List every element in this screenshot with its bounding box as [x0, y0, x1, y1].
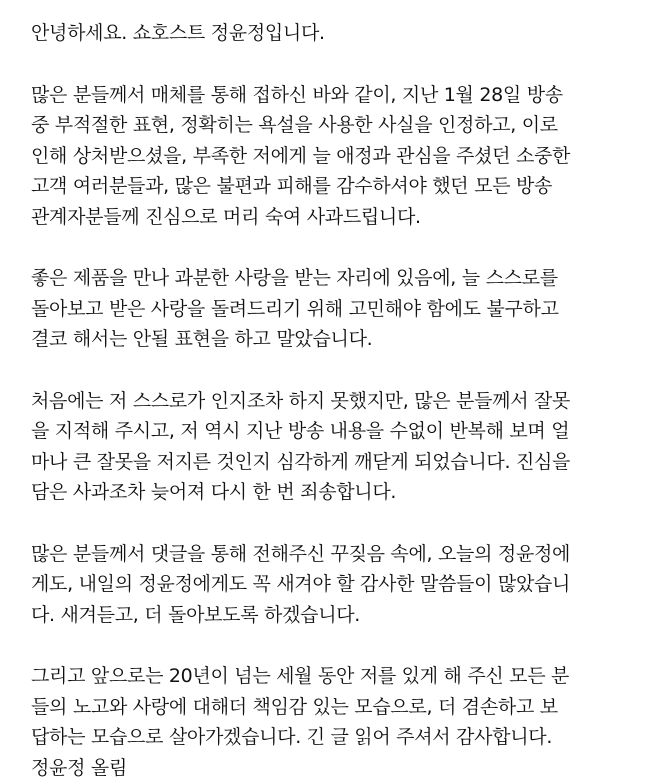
- paragraph-line: 돌아보고 받은 사랑을 돌려드리기 위해 고민해야 함에도 불구하고: [31, 294, 651, 325]
- paragraph-line: 마나 큰 잘못을 저지른 것인지 심각하게 깨닫게 되었습니다. 진심을: [31, 447, 651, 478]
- paragraph-line: 좋은 제품을 만나 과분한 사랑을 받는 자리에 있음에, 늘 스스로를: [31, 263, 651, 294]
- paragraph-3: [31, 386, 651, 508]
- paragraph-spacer: [31, 630, 651, 661]
- paragraph-line: 중 부적절한 표현, 정확히는 욕설을 사용한 사실을 인정하고, 이로: [31, 110, 651, 141]
- greeting-line: 안녕하세요. 쇼호스트 정윤정입니다.: [31, 18, 651, 49]
- paragraph-1: [31, 80, 651, 233]
- signature-line: 정윤정 올림: [31, 753, 651, 783]
- paragraph-line: 많은 분들께서 매체를 통해 접하신 바와 같이, 지난 1월 28일 방송: [31, 80, 651, 111]
- paragraph-line: 고객 여러분들과, 많은 불편과 피해를 감수하셔야 했던 모든 방송: [31, 171, 651, 202]
- apology-letter: [31, 18, 651, 783]
- paragraph-line: 처음에는 저 스스로가 인지조차 하지 못했지만, 많은 분들께서 잘못: [31, 386, 651, 417]
- paragraph-spacer: [31, 49, 651, 80]
- paragraph-line: 담은 사과조차 늦어져 다시 한 번 죄송합니다.: [31, 477, 651, 508]
- paragraph-4: [31, 539, 651, 631]
- paragraph-line: 들의 노고와 사랑에 대해더 책임감 있는 모습으로, 더 겸손하고 보: [31, 692, 651, 723]
- paragraph-2: [31, 263, 651, 355]
- greeting-paragraph: [31, 18, 651, 49]
- paragraph-line: 게도, 내일의 정윤정에게도 꼭 새겨야 할 감사한 말씀들이 많았습니: [31, 569, 651, 600]
- paragraph-line: 그리고 앞으로는 20년이 넘는 세월 동안 저를 있게 해 주신 모든 분: [31, 661, 651, 692]
- paragraph-spacer: [31, 508, 651, 539]
- paragraph-line: 인해 상처받으셨을, 부족한 저에게 늘 애정과 관심을 주셨던 소중한: [31, 141, 651, 172]
- paragraph-line: 관계자분들께 진심으로 머리 숙여 사과드립니다.: [31, 202, 651, 233]
- paragraph-line: 결코 해서는 안될 표현을 하고 말았습니다.: [31, 324, 651, 355]
- paragraph-spacer: [31, 355, 651, 386]
- paragraph-line: 답하는 모습으로 살아가겠습니다. 긴 글 읽어 주셔서 감사합니다.: [31, 722, 651, 753]
- paragraph-line: 많은 분들께서 댓글을 통해 전해주신 꾸짖음 속에, 오늘의 정윤정에: [31, 539, 651, 570]
- paragraph-line: 다. 새겨듣고, 더 돌아보도록 하겠습니다.: [31, 600, 651, 631]
- paragraph-spacer: [31, 232, 651, 263]
- paragraph-5: [31, 661, 651, 783]
- paragraph-line: 을 지적해 주시고, 저 역시 지난 방송 내용을 수없이 반복해 보며 얼: [31, 416, 651, 447]
